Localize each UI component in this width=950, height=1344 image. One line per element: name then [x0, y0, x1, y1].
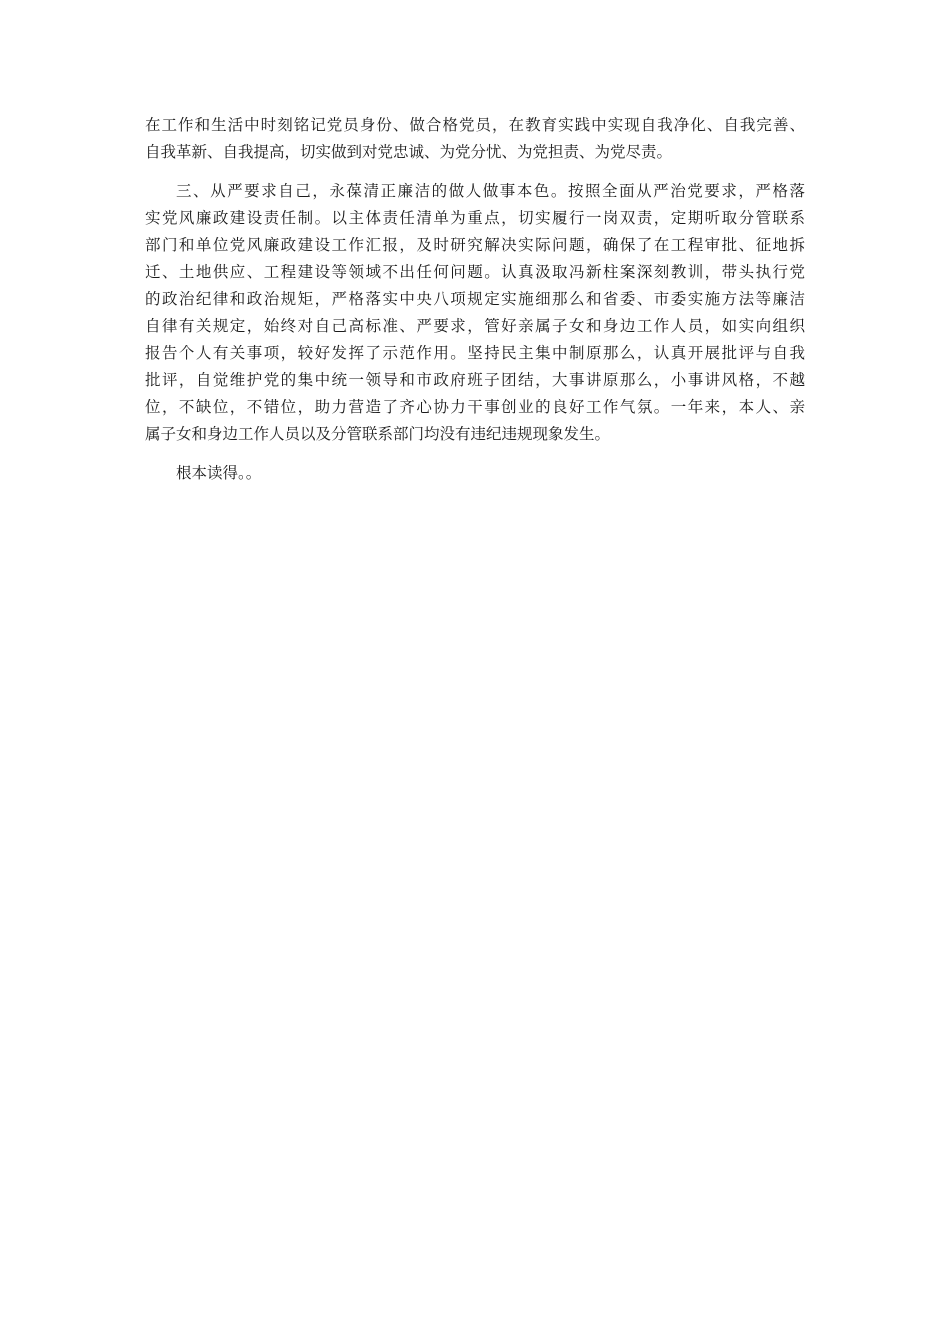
paragraph-continuation — [145, 112, 805, 166]
paragraph-closing — [145, 460, 805, 487]
text-line: 根本读得。。 — [176, 464, 262, 482]
text-line: 三、从严要求自己，永葆清正廉洁的做人做事本色。按照全面从严治党要求，严格落 — [176, 182, 805, 200]
text-line: 实党风廉政建设责任制。以主体责任清单为重点，切实履行一岗双责，定期听取分管联系 — [145, 209, 805, 227]
text-line: 批评，自觉维护党的集中统一领导和市政府班子团结，大事讲原那么，小事讲风格，不越 — [145, 371, 805, 389]
text-line: 自律有关规定，始终对自己高标准、严要求，管好亲属子女和身边工作人员，如实向组织 — [145, 317, 805, 335]
text-line: 报告个人有关事项，较好发挥了示范作用。坚持民主集中制原那么，认真开展批评与自我 — [145, 344, 805, 362]
document-body — [145, 112, 805, 499]
text-line: 位，不缺位，不错位，助力营造了齐心协力干事创业的良好工作气氛。一年来，本人、亲 — [145, 398, 805, 416]
text-line: 在工作和生活中时刻铭记党员身份、做合格党员，在教育实践中实现自我净化、自我完善、 — [145, 116, 805, 134]
paragraph-section-three — [145, 178, 805, 448]
text-line: 的政治纪律和政治规矩，严格落实中央八项规定实施细那么和省委、市委实施方法等廉洁 — [145, 290, 805, 308]
text-line: 自我革新、自我提高，切实做到对党忠诚、为党分忧、为党担责、为党尽责。 — [145, 143, 673, 161]
text-line: 迁、土地供应、工程建设等领域不出任何问题。认真汲取冯新柱案深刻教训，带头执行党 — [145, 263, 805, 281]
text-line: 部门和单位党风廉政建设工作汇报，及时研究解决实际问题，确保了在工程审批、征地拆 — [145, 236, 805, 254]
text-line: 属子女和身边工作人员以及分管联系部门均没有违纪违规现象发生。 — [145, 425, 611, 443]
